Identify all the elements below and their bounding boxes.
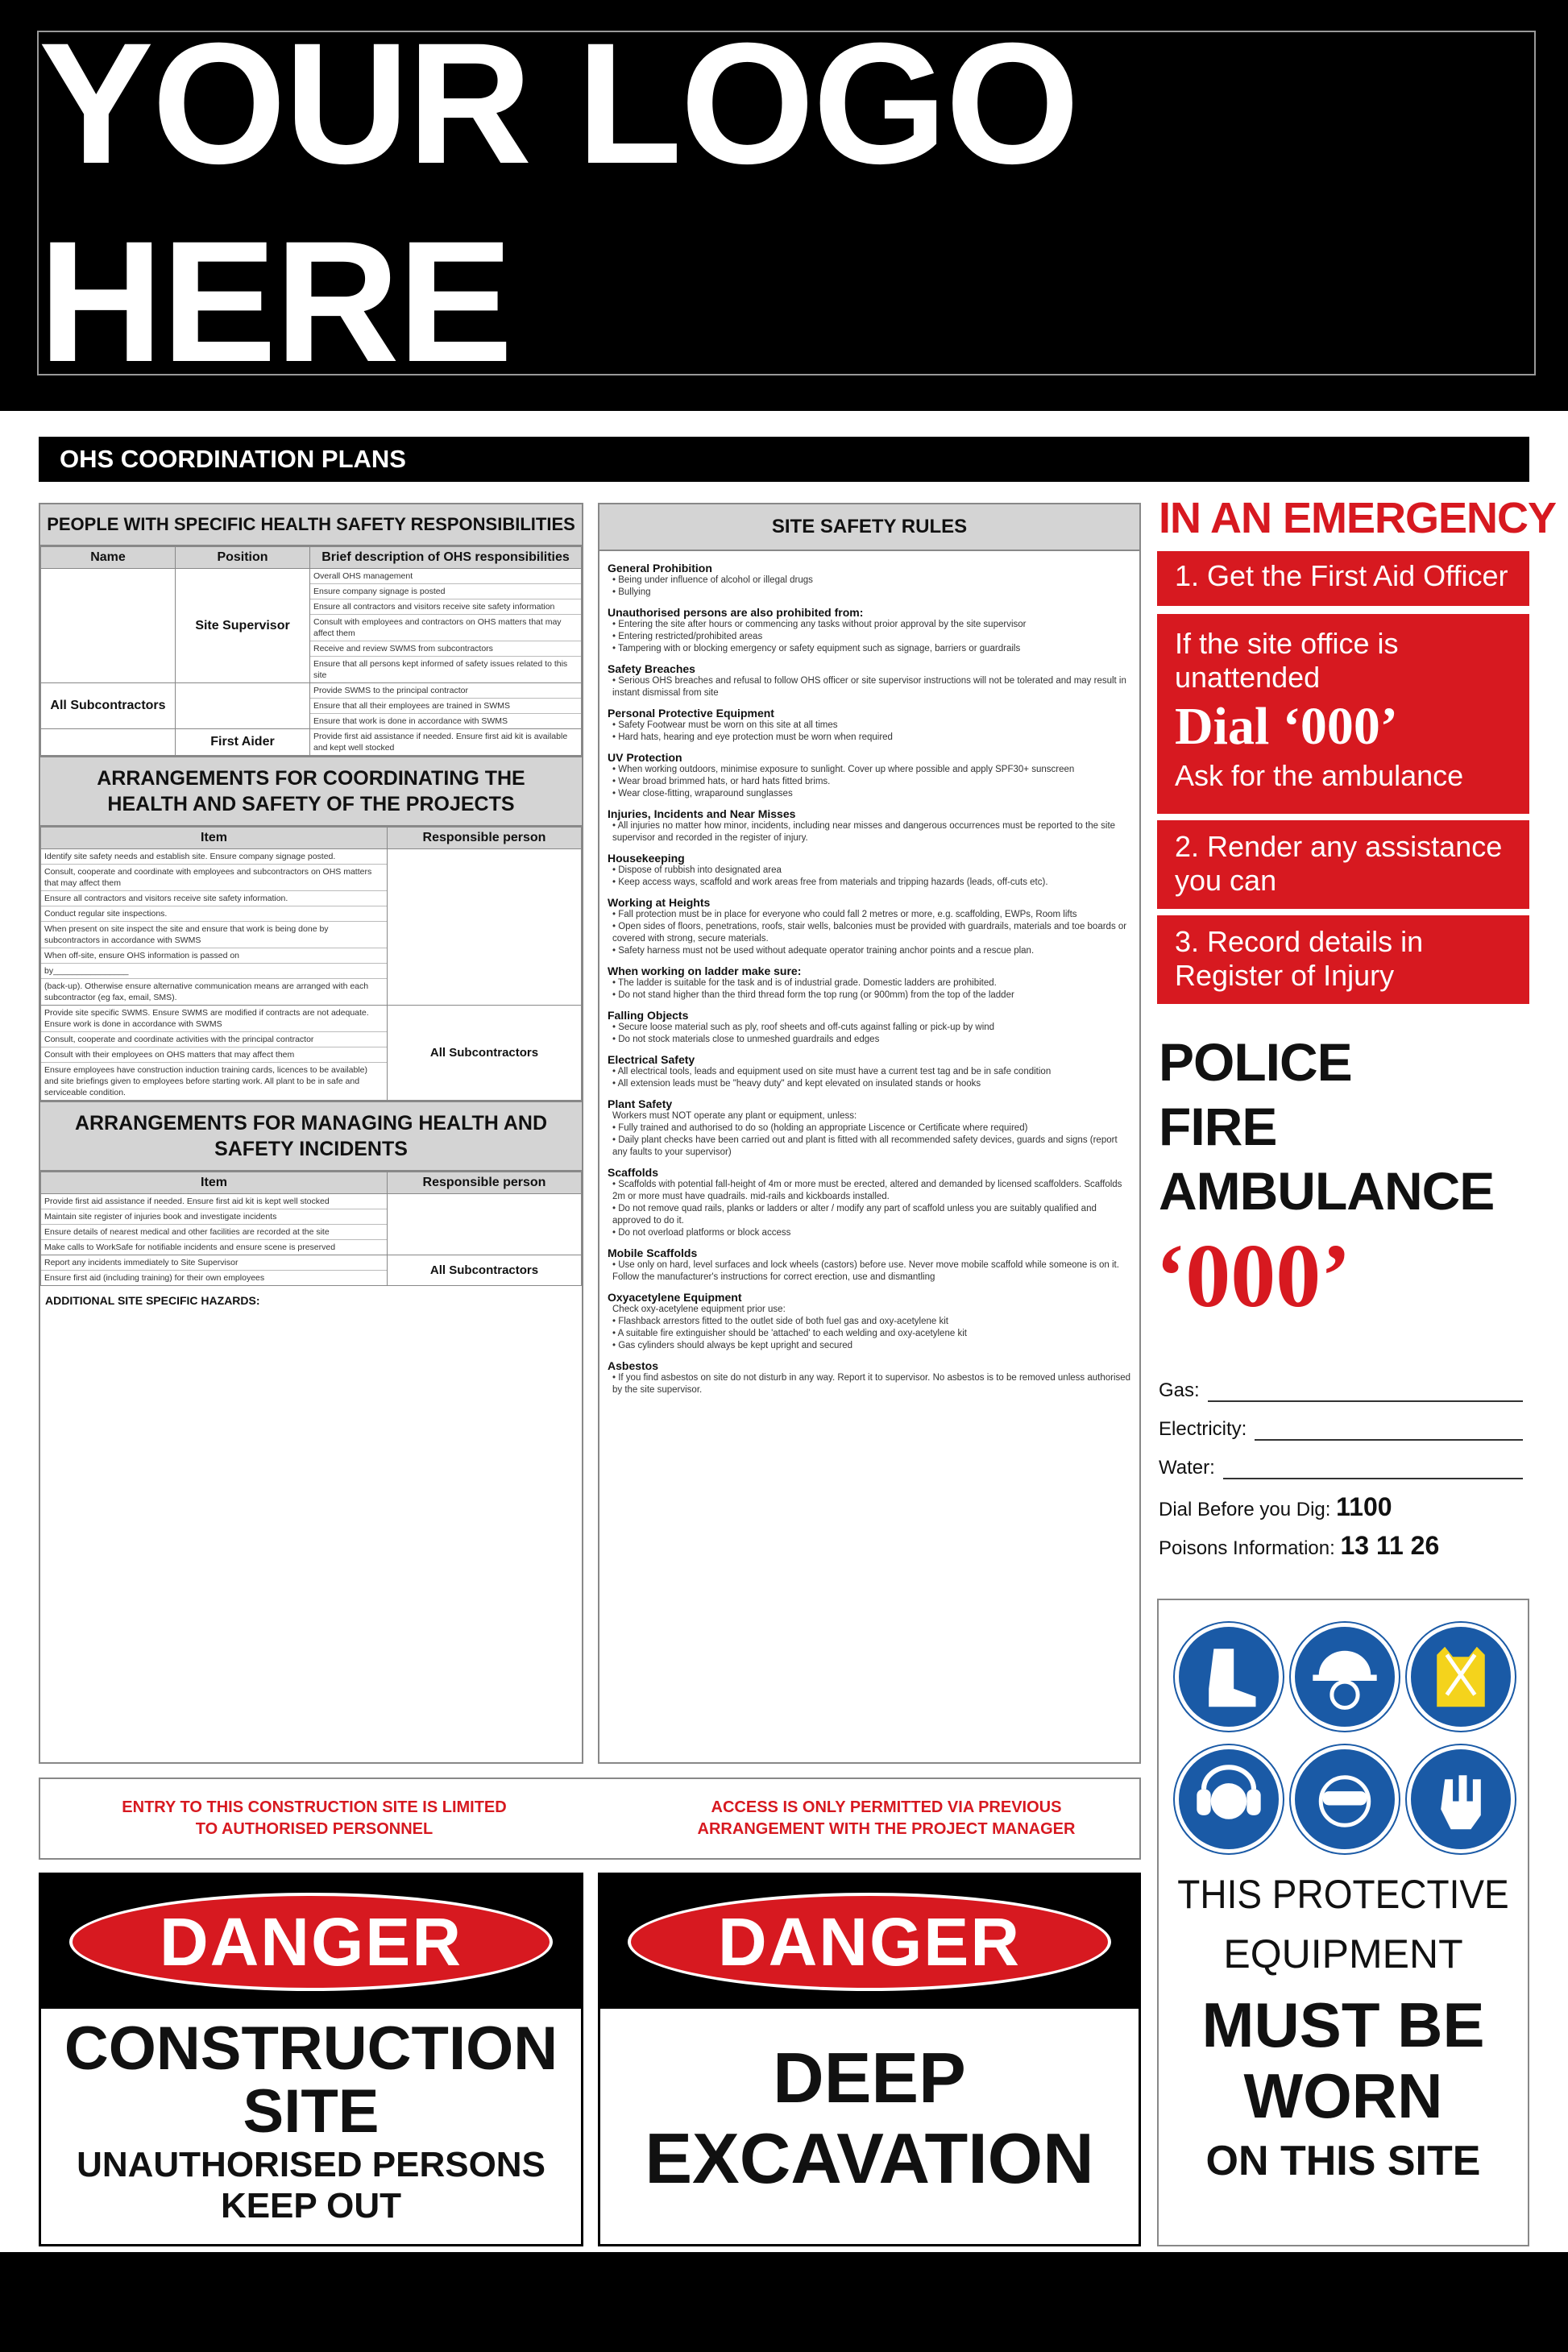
rule-line: • Flashback arrestors fitted to the outlet side of both fuel gas and oxy-acetylene kit xyxy=(612,1317,948,1326)
table-row xyxy=(41,569,582,683)
duty-line: Ensure that work is done in accordance with SWMS xyxy=(313,716,508,726)
rule-line: • Secure loose material such as ply, roof sheets and off-cuts against falling or pick-up by wind xyxy=(612,1023,995,1032)
danger-header xyxy=(41,1875,581,2009)
col-item: Item xyxy=(41,828,388,849)
rule-line: • Keep access ways, scaffold and work areas free from materials and tripping hazards (leads, off-cuts etc). xyxy=(612,877,1048,887)
bottom-band xyxy=(0,2252,1568,2352)
access-notice xyxy=(39,1777,1141,1860)
step2-box xyxy=(1157,820,1529,909)
rules-body xyxy=(599,551,1139,1408)
ppe-line5: ON THIS SITE xyxy=(1205,2138,1481,2184)
duties-cell xyxy=(310,683,582,729)
danger-label: DANGER xyxy=(717,1903,1021,1980)
item-line: Consult with their employees on OHS matters that may affect them xyxy=(41,1047,387,1063)
duty-line: Ensure all contractors and visitors receive site safety information xyxy=(310,599,581,615)
rule-line: • Open sides of floors, penetrations, roofs, stair wells, balconies must be provided with guardrails, materials and toe boards or covered with strong, secure materials. xyxy=(612,922,1127,944)
item-line: Make calls to WorkSafe for notifiable incidents and ensure scene is preserved xyxy=(44,1242,336,1252)
poisons-number: 13 11 26 xyxy=(1340,1531,1440,1560)
ppe-line4: WORN xyxy=(1243,2060,1443,2131)
item-cell xyxy=(41,1194,388,1255)
incidents-title: ARRANGEMENTS FOR MANAGING HEALTH AND SAFETY INCIDENTS xyxy=(40,1101,582,1172)
item-line: Provide first aid assistance if needed. Ensure first aid kit is kept well stocked xyxy=(41,1194,387,1209)
gloves-icon xyxy=(1407,1745,1515,1853)
ohs-title-bar: OHS COORDINATION PLANS xyxy=(39,437,1529,482)
responsible-cell xyxy=(388,849,582,1006)
rule-heading: Falling Objects xyxy=(608,1009,689,1022)
rule-line: • Do not remove quad rails, planks or ladders or alter / modify any part of scaffold unless you are suitably qualified and approved to do it. xyxy=(612,1204,1097,1226)
rule-heading: Housekeeping xyxy=(608,852,685,865)
ppe-line3: MUST BE xyxy=(1201,1989,1485,2060)
rule-line: • Entering the site after hours or commencing any tasks without proior approval by the site supervisor xyxy=(612,620,1027,629)
emergency-title: IN AN EMERGENCY xyxy=(1159,494,1557,542)
step3-text: 3. Record details in Register of Injury xyxy=(1175,925,1424,992)
rule-heading: Working at Heights xyxy=(608,896,711,909)
unattended-text: If the site office is unattended xyxy=(1175,627,1399,694)
item-line: Consult, cooperate and coordinate activities with the principal contractor xyxy=(41,1032,387,1047)
danger1-line2: SITE xyxy=(243,2077,380,2146)
rule-line: • Daily plant checks have been carried out and plant is fitted with all recommended safety devices, guards and signs (report any faults to your supervisor) xyxy=(612,1135,1118,1157)
rule-line: • Gas cylinders should always be kept upright and secured xyxy=(612,1341,853,1350)
item-line: Ensure first aid (including training) for their own employees xyxy=(44,1273,265,1283)
rule-heading: Oxyacetylene Equipment xyxy=(608,1291,742,1304)
ppe-line1: THIS PROTECTIVE xyxy=(1177,1872,1509,1917)
rule-line: • Hard hats, hearing and eye protection must be worn when required xyxy=(612,732,893,742)
danger-header xyxy=(600,1875,1139,2009)
responsible-cell: All Subcontractors xyxy=(388,1255,582,1286)
electricity-label: Electricity: xyxy=(1159,1418,1247,1440)
rule-line: • Do not stock materials close to unmeshed guardrails and edges xyxy=(612,1035,880,1044)
poisons-label: Poisons Information: xyxy=(1159,1537,1335,1559)
coord-title: ARRANGEMENTS FOR COORDINATING THE HEALTH AND SAFETY OF THE PROJECTS xyxy=(40,756,582,827)
danger1-line4: KEEP OUT xyxy=(220,2186,402,2225)
rule-line: • If you find asbestos on site do not disturb in any way. Report it to supervisor. No asbestos is to be removed unless authorised by the site supervisor. xyxy=(612,1373,1131,1395)
hard-hat-icon xyxy=(1291,1623,1399,1731)
table-row xyxy=(41,1006,582,1101)
duty-line: Overall OHS management xyxy=(310,569,581,584)
col-item: Item xyxy=(41,1172,388,1194)
safety-boots-icon xyxy=(1175,1623,1283,1731)
emergency-services xyxy=(1159,1030,1494,1223)
rule-line: Check oxy-acetylene equipment prior use: xyxy=(612,1305,786,1314)
item-line: Ensure details of nearest medical and other facilities are recorded at the site xyxy=(41,1225,387,1240)
dial-before-label: Dial Before you Dig: xyxy=(1159,1499,1331,1520)
step1-text: 1. Get the First Aid Officer xyxy=(1175,559,1508,592)
rule-line: • Wear broad brimmed hats, or hard hats fitted brims. xyxy=(612,777,831,786)
step1-box xyxy=(1157,551,1529,606)
people-title: PEOPLE WITH SPECIFIC HEALTH SAFETY RESPONSIBILITIES xyxy=(40,504,582,546)
rule-heading: Personal Protective Equipment xyxy=(608,707,774,720)
duty-line: Receive and review SWMS from subcontractors xyxy=(310,641,581,657)
item-line: When off-site, ensure OHS information is passed on xyxy=(41,948,387,964)
rule-line: • The ladder is suitable for the task and is of industrial grade. Domestic ladders are prohibited. xyxy=(612,978,997,988)
rule-heading: Unauthorised persons are also prohibited from: xyxy=(608,606,864,619)
rule-heading: Injuries, Incidents and Near Misses xyxy=(608,807,796,820)
electricity-line xyxy=(1255,1425,1523,1441)
dial-box xyxy=(1157,614,1529,814)
rule-line: • Bullying xyxy=(612,587,651,597)
gas-field xyxy=(1159,1379,1523,1402)
item-line: Report any incidents immediately to Site Supervisor xyxy=(41,1255,387,1271)
rule-line: • All extension leads must be "heavy duty" and kept elevated on insulated stands or hooks xyxy=(612,1079,981,1089)
logo-placeholder xyxy=(37,7,1536,398)
police-label: POLICE xyxy=(1159,1032,1352,1092)
rules-title: SITE SAFETY RULES xyxy=(599,504,1139,551)
rule-heading: Safety Breaches xyxy=(608,662,695,675)
ambulance-label: AMBULANCE xyxy=(1159,1161,1495,1221)
item-line: Conduct regular site inspections. xyxy=(41,906,387,922)
rule-line: • Entering restricted/prohibited areas xyxy=(612,632,763,641)
electricity-field xyxy=(1159,1418,1523,1441)
duty-line: Provide SWMS to the principal contractor xyxy=(310,683,581,699)
fire-label: FIRE xyxy=(1159,1097,1277,1156)
access-left-text: ENTRY TO THIS CONSTRUCTION SITE IS LIMITED TO AUTHORISED PERSONNEL xyxy=(122,1798,507,1838)
rule-line: • A suitable fire extinguisher should be 'attached' to each welding and oxy-acetylene kit xyxy=(612,1329,967,1338)
dial-before-number: 1100 xyxy=(1336,1492,1392,1521)
responsible-cell: All Subcontractors xyxy=(388,1006,582,1101)
additional-hazards-label: ADDITIONAL SITE SPECIFIC HAZARDS: xyxy=(45,1294,260,1307)
rule-line: Workers must NOT operate any plant or equipment, unless: xyxy=(612,1111,857,1121)
logo-text: YOUR LOGO HERE xyxy=(39,7,1078,398)
site-safety-rules-panel xyxy=(598,503,1141,1764)
rule-line: • Serious OHS breaches and refusal to follow OHS officer or site supervisor instructions will not be tolerated and may result in instant dismissal from site xyxy=(612,676,1126,698)
danger1-line1: CONSTRUCTION xyxy=(64,2014,558,2083)
poisons-info xyxy=(1159,1531,1439,1561)
table-row xyxy=(41,1255,582,1286)
step2-text: 2. Render any assistance you can xyxy=(1175,830,1503,897)
rule-heading: Scaffolds xyxy=(608,1166,659,1179)
people-table xyxy=(40,546,582,756)
rule-heading: UV Protection xyxy=(608,751,682,764)
rule-line: • Tampering with or blocking emergency or safety equipment such as signage, barriers or guardrails xyxy=(612,644,1021,653)
water-label: Water: xyxy=(1159,1457,1215,1479)
coord-table xyxy=(40,827,582,1101)
duty-line: Provide first aid assistance if needed. Ensure first aid kit is available and kept well stocked xyxy=(313,732,568,753)
ppe-panel xyxy=(1157,1599,1529,2246)
ppe-line2: EQUIPMENT xyxy=(1223,1931,1463,1977)
item-line: Ensure employees have construction induction training cards, licences to be available) and site briefings given to employees before starting work. All plant to be in safe and serviceable condition. xyxy=(44,1065,367,1097)
water-line xyxy=(1223,1463,1523,1479)
danger2-line2: EXCAVATION xyxy=(645,2118,1094,2198)
rule-line: • Wear close-fitting, wraparound sunglasses xyxy=(612,789,793,799)
danger1-line3: UNAUTHORISED PERSONS xyxy=(77,2145,545,2184)
rule-line: • Safety harness must not be used without adequate operator training anchor points and a rescue plan. xyxy=(612,946,1035,956)
responsibilities-panel xyxy=(39,503,583,1764)
dial-before-dig xyxy=(1159,1492,1392,1522)
rule-line: • All injuries no matter how minor, incidents, including near misses and dangerous occurrences must be reported to the site supervisor and recorded in the register of injury. xyxy=(612,821,1116,843)
table-row xyxy=(41,729,582,756)
duty-line: Ensure company signage is posted xyxy=(310,584,581,599)
col-position: Position xyxy=(176,547,310,569)
danger2-line1: DEEP xyxy=(773,2038,966,2118)
item-line: by________________ xyxy=(41,964,387,979)
rule-heading: Asbestos xyxy=(608,1359,659,1372)
eye-protection-icon xyxy=(1291,1745,1399,1853)
danger-sign-construction xyxy=(39,1873,583,2246)
table-row xyxy=(41,683,582,729)
rule-line: • Safety Footwear must be worn on this site at all times xyxy=(612,720,838,730)
item-cell xyxy=(41,1006,388,1101)
rule-line: • All electrical tools, leads and equipment used on site must have a current test tag and be in safe condition xyxy=(612,1067,1052,1076)
danger-sign-excavation xyxy=(598,1873,1141,2246)
incidents-table xyxy=(40,1172,582,1286)
position-cell: First Aider xyxy=(176,729,310,756)
rule-line: • Dispose of rubbish into designated area xyxy=(612,865,782,875)
item-cell xyxy=(41,849,388,1006)
water-field xyxy=(1159,1457,1523,1479)
rule-heading: Mobile Scaffolds xyxy=(608,1247,698,1259)
danger-oval xyxy=(69,1893,553,1991)
rule-line: • Being under influence of alcohol or illegal drugs xyxy=(612,575,813,585)
name-cell xyxy=(41,729,176,756)
hi-vis-vest-icon xyxy=(1407,1623,1515,1731)
gas-line xyxy=(1208,1386,1523,1402)
dial-text: Dial ‘000’ xyxy=(1175,697,1398,756)
rule-heading: Electrical Safety xyxy=(608,1053,695,1066)
rule-line: • Do not overload platforms or block access xyxy=(612,1228,791,1238)
col-responsible: Responsible person xyxy=(388,1172,582,1194)
rule-heading: General Prohibition xyxy=(608,562,712,575)
duty-line: Ensure that all persons kept informed of safety issues related to this site xyxy=(313,659,568,680)
ear-protection-icon xyxy=(1175,1745,1283,1853)
rule-heading: When working on ladder make sure: xyxy=(608,964,802,977)
ambulance-text: Ask for the ambulance xyxy=(1175,759,1464,792)
rule-line: • Fully trained and authorised to do so (holding an appropriate Liscence or Certificate where required) xyxy=(612,1123,1028,1133)
emergency-number: ‘000’ xyxy=(1155,1226,1351,1326)
item-line: When present on site inspect the site and ensure that work is being done by subcontractors in accordance with SWMS xyxy=(41,922,387,948)
item-line: Identify site safety needs and establish site. Ensure company signage posted. xyxy=(41,849,387,865)
duties-cell xyxy=(310,569,582,683)
rule-line: • Use only on hard, level surfaces and lock wheels (castors) before use. Never move mobile scaffold while someone is on it. Follow the manufacturer's instructions for correct erection, use and dismantling xyxy=(612,1260,1119,1282)
rule-line: • Fall protection must be in place for everyone who could fall 2 metres or more, e.g. scaffolding, EWPs, Room lifts xyxy=(612,910,1077,919)
logo-band xyxy=(0,0,1568,411)
table-row xyxy=(41,849,582,1006)
rule-heading: Plant Safety xyxy=(608,1097,673,1110)
name-cell xyxy=(41,569,176,683)
gas-label: Gas: xyxy=(1159,1379,1200,1401)
step3-box xyxy=(1157,915,1529,1004)
access-right-text: ACCESS IS ONLY PERMITTED VIA PREVIOUS ARRANGEMENT WITH THE PROJECT MANAGER xyxy=(697,1798,1076,1838)
col-responsible: Responsible person xyxy=(388,828,582,849)
responsible-cell xyxy=(388,1194,582,1255)
item-cell xyxy=(41,1255,388,1286)
position-cell: Site Supervisor xyxy=(176,569,310,683)
item-line: Consult, cooperate and coordinate with employees and subcontractors on OHS matters that may affect them xyxy=(41,865,387,891)
danger-label: DANGER xyxy=(159,1903,463,1980)
duty-line: Consult with employees and contractors on OHS matters that may affect them xyxy=(310,615,581,641)
rule-line: • When working outdoors, minimise exposure to sunlight. Cover up where possible and apply SPF30+ sunscreen xyxy=(612,765,1075,774)
col-description: Brief description of OHS responsibilities xyxy=(310,547,582,569)
item-line: Ensure all contractors and visitors receive site safety information. xyxy=(41,891,387,906)
rule-line: • Do not stand higher than the third thread form the top rung (or 900mm) from the top of the ladder xyxy=(612,990,1014,1000)
duty-line: Ensure that all their employees are trained in SWMS xyxy=(310,699,581,714)
name-cell: All Subcontractors xyxy=(41,683,176,729)
rule-line: • Scaffolds with potential fall-height of 4m or more must be erected, altered and demanded by licensed scaffolders. Scaffolds 2m or more must have quadrails. mid-rails and kickboards installed. xyxy=(612,1180,1122,1201)
col-name: Name xyxy=(41,547,176,569)
danger-oval xyxy=(628,1893,1111,1991)
table-row xyxy=(41,1194,582,1255)
duties-cell xyxy=(310,729,582,756)
item-line: Maintain site register of injuries book and investigate incidents xyxy=(41,1209,387,1225)
item-line: (back-up). Otherwise ensure alternative communication means are arranged with each subcontractor (eg fax, email, SMS). xyxy=(44,981,369,1002)
position-cell xyxy=(176,683,310,729)
item-line: Provide site specific SWMS. Ensure SWMS are modified if contracts are not adequate. Ensure work is done in accordance with SWMS xyxy=(41,1006,387,1032)
